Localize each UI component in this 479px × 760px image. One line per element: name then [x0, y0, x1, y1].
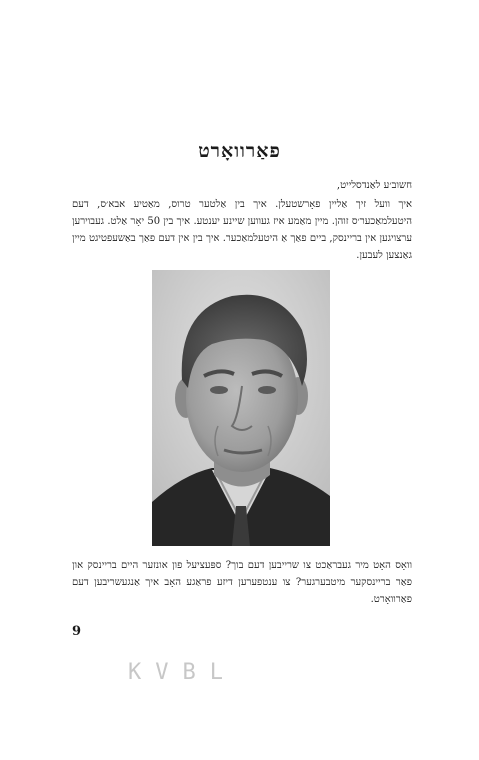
page-title: פאַרוואָרט	[198, 140, 281, 162]
portrait-photo	[152, 270, 330, 546]
page-number: 9	[72, 624, 82, 639]
library-stamp: KVBL	[128, 660, 237, 685]
closing-paragraph: וואָס האָט מיר געבראַכט צו שרייבען דעם בוך? ספּעציעל פון אונזער היים בריינסק און פאַר בריינסקער מיטבערגער? צו ענטפערען דיזע פראַגע האָב איך אַנגעשריבען דעם פאַרוואָרט.	[72, 560, 412, 605]
intro-paragraph: איך וועל זיך אַליין פאָרשטעלן. איך בין אַלטער טרוס, מאַטיע אבא׳ס, דעם היטעלמאַכער׳ס זוהן. מיין מאַמע איז געווען שיינע יענטע. איך בין 50 יאָר אַלט. געבוירען ערצויגען אין בריינסק, ביים פאַך אַ היטעלמאַכער. איך בין אין דעם פאַך באַשעפטיגט מיין גאַנצען לעבען.	[72, 199, 412, 261]
greeting-line: חשוב׳ע לאַנדסלייט,	[336, 180, 412, 191]
